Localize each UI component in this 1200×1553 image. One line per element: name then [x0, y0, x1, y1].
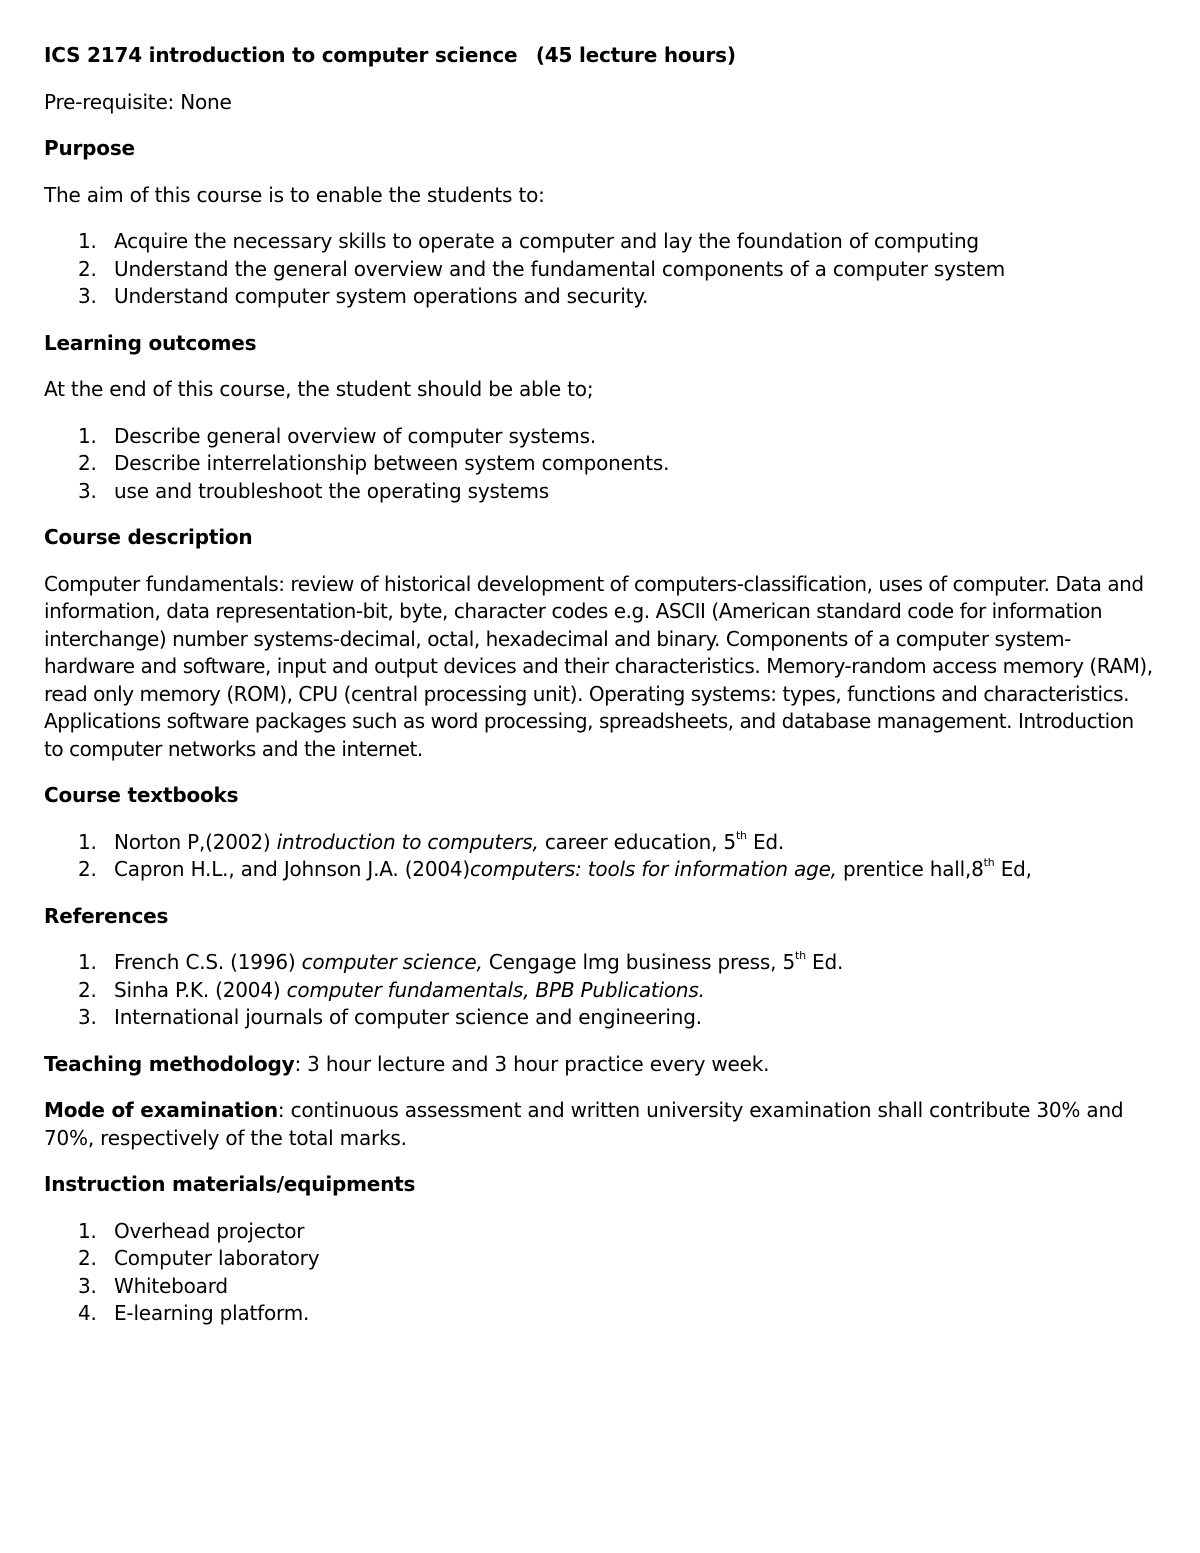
reference-author: Sinha P.K. (2004) [114, 977, 287, 1002]
list-number: 1. [78, 1218, 97, 1243]
syllabus-document [44, 42, 1154, 1347]
purpose-intro: The aim of this course is to enable the students to: [44, 182, 545, 207]
list-number: 2. [78, 857, 97, 881]
list-item-text: Overhead projector [114, 1218, 305, 1243]
course-name: ICS 2174 introduction to computer science [44, 43, 518, 67]
outcomes-intro: At the end of this course, the student should be able to; [44, 377, 594, 401]
ordinal-suffix: th [983, 856, 995, 870]
list-item [44, 423, 1154, 451]
list-number: 4. [78, 1301, 97, 1325]
examination-label: Mode of examination [44, 1098, 278, 1122]
ordinal-suffix: th [794, 949, 806, 963]
list-item [44, 1273, 1154, 1301]
materials-list [44, 1218, 1154, 1328]
teaching-label: Teaching methodology [44, 1051, 295, 1076]
list-item-text: Describe interrelationship between system components. [114, 451, 670, 475]
reference-author: International journals of computer science and engineering. [114, 1005, 702, 1029]
list-item [44, 949, 1154, 977]
list-number: 1. [78, 229, 97, 253]
textbook-publisher: prentice hall,8 [836, 857, 984, 881]
list-number: 1. [78, 829, 97, 854]
list-item-text: Computer laboratory [114, 1246, 320, 1270]
outcomes-list [44, 423, 1154, 506]
list-item-text: Whiteboard [114, 1273, 228, 1298]
mode-of-examination [44, 1097, 1154, 1152]
list-number: 3. [78, 1273, 97, 1298]
textbook-title: computers: tools for information age, [470, 857, 837, 881]
list-item [44, 450, 1154, 478]
reference-edition: Ed. [805, 950, 844, 974]
list-number: 1. [78, 423, 97, 448]
reference-publisher: Cengage lmg business press, 5 [482, 950, 795, 974]
purpose-heading: Purpose [44, 136, 135, 160]
description-text: Computer fundamentals: review of historical development of computers-classification, uses of computer. Data and information, data representation-bit, byte, character codes e.g. ASCII (American standard code for information interchange) number systems-decimal, octal, hexadecimal and binary. Components of a computer system-hardware and software, input and output devices and their characteristics. Memory-random access memory (RAM), read only memory (ROM), CPU (central processing unit). Operating systems: types, functions and characteristics. Applications software packages such as word processing, spreadsheets, and database management. Introduction to computer networks and the internet. [44, 571, 1153, 761]
list-number: 2. [78, 1246, 97, 1270]
list-item [44, 977, 1154, 1005]
textbooks-heading: Course textbooks [44, 783, 239, 807]
list-item [44, 1218, 1154, 1246]
reference-title: computer science, [301, 950, 483, 974]
course-title [44, 42, 1154, 70]
textbook-author: Norton P,(2002) [114, 829, 277, 854]
textbook-edition: Ed, [994, 857, 1032, 881]
reference-author: French C.S. (1996) [114, 950, 302, 974]
list-item-text: Understand the general overview and the fundamental components of a computer system [114, 256, 1006, 281]
textbook-edition: Ed. [746, 829, 785, 854]
course-hours: (45 lecture hours) [535, 43, 736, 67]
ordinal-suffix: th [735, 828, 747, 842]
references-list [44, 949, 1154, 1032]
textbook-title: introduction to computers, [276, 829, 539, 854]
teaching-methodology [44, 1051, 1154, 1079]
list-item-text: Describe general overview of computer systems. [114, 423, 596, 448]
outcomes-heading: Learning outcomes [44, 330, 257, 355]
list-item [44, 1300, 1154, 1328]
list-number: 1. [78, 950, 97, 974]
list-item [44, 283, 1154, 311]
references-heading: References [44, 903, 169, 928]
list-number: 3. [78, 284, 97, 308]
list-item [44, 1004, 1154, 1032]
list-number: 2. [78, 977, 97, 1002]
examination-text: : continuous assessment and written university examination shall contribute 30% and 70%, respectively of the total marks. [44, 1098, 1124, 1150]
list-item-text: use and troubleshoot the operating systems [114, 478, 549, 503]
list-item [44, 478, 1154, 506]
list-item [44, 256, 1154, 284]
textbooks-list [44, 829, 1154, 884]
list-number: 2. [78, 451, 97, 475]
list-item-text: Acquire the necessary skills to operate a computer and lay the foundation of computing [114, 229, 979, 253]
materials-heading: Instruction materials/equipments [44, 1172, 416, 1196]
list-item [44, 228, 1154, 256]
purpose-list [44, 228, 1154, 311]
list-number: 3. [78, 1005, 97, 1029]
list-number: 3. [78, 478, 97, 503]
teaching-text: : 3 hour lecture and 3 hour practice every week. [294, 1051, 770, 1076]
list-item-text: E-learning platform. [114, 1301, 310, 1325]
list-item-text: Understand computer system operations and security. [114, 284, 649, 308]
prerequisite: Pre-requisite: None [44, 89, 232, 114]
list-item [44, 829, 1154, 857]
description-heading: Course description [44, 525, 253, 549]
textbook-author: Capron H.L., and Johnson J.A. (2004) [114, 857, 470, 881]
list-item [44, 1245, 1154, 1273]
textbook-publisher: career education, 5 [538, 829, 736, 854]
list-number: 2. [78, 256, 97, 281]
list-item [44, 856, 1154, 884]
reference-title: computer fundamentals, BPB Publications. [286, 977, 705, 1002]
